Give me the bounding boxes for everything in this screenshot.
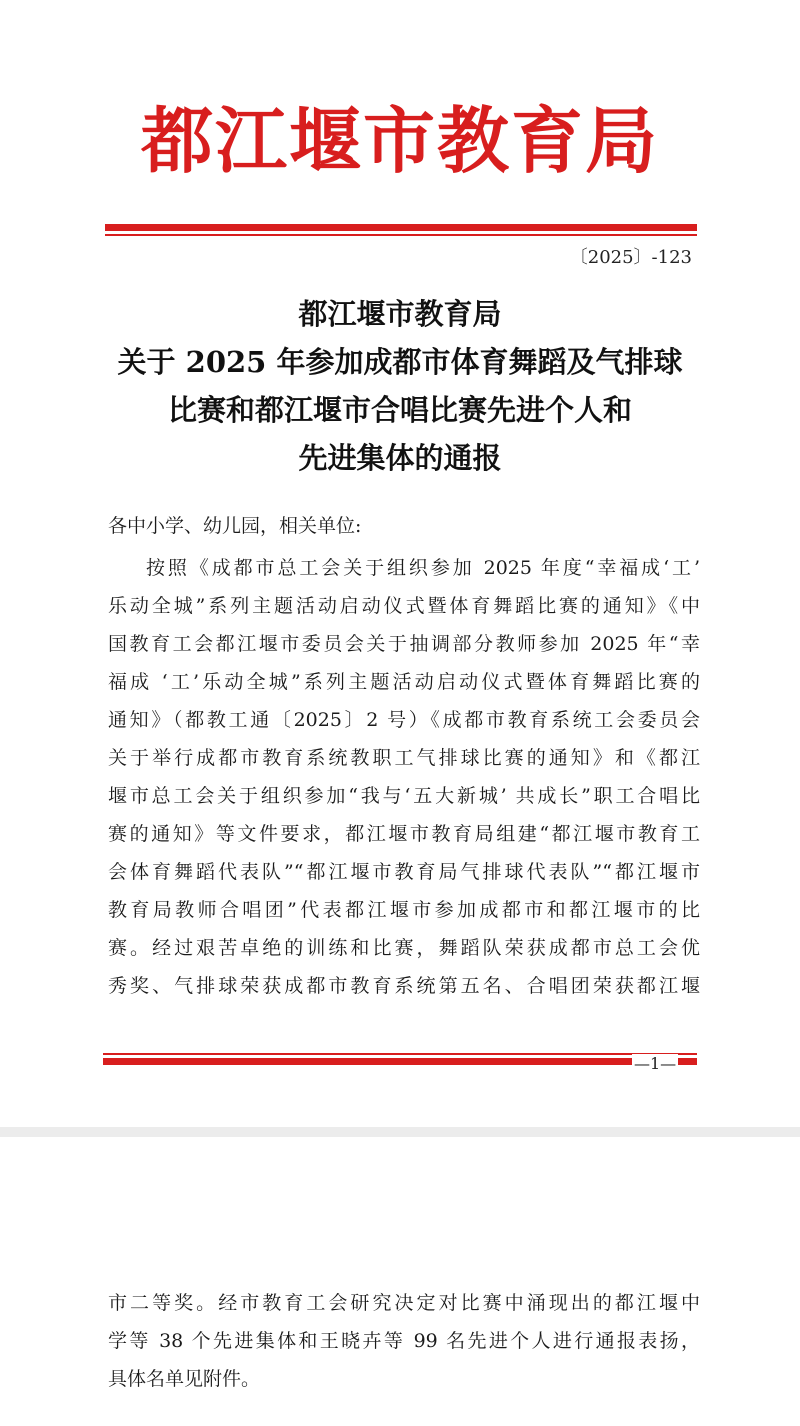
body-paragraph: [108, 549, 700, 1005]
body-line: 赛。经过艰苦卓绝的训练和比赛，舞蹈队荣获成都市总工会优: [108, 937, 700, 959]
title-line: 比赛和都江堰市合唱比赛先进个人和: [167, 393, 632, 427]
continuation-paragraph: [108, 1284, 700, 1398]
body-line: 按照《成都市总工会关于组织参加 2025 年度“幸福成‘工’: [146, 557, 700, 579]
body-line: 堰市总工会关于组织参加“我与‘五大新城’ 共成长”职工合唱比: [108, 785, 700, 807]
body-line: 教育局教师合唱团”代表都江堰市参加成都市和都江堰市的比: [108, 899, 700, 921]
page-number: —1—: [634, 1054, 677, 1073]
title-line: 都江堰市教育局: [298, 297, 502, 331]
title-line: 先进集体的通报: [298, 441, 502, 475]
body-line: 乐动全城”系列主题活动启动仪式暨体育舞蹈比赛的通知》《中: [108, 595, 700, 617]
title-line: 关于 2025 年参加成都市体育舞蹈及气排球: [117, 345, 683, 379]
body-line: 福成 ‘工’乐动全城”系列主题活动启动仪式暨体育舞蹈比赛的: [108, 671, 700, 693]
body-line: 具体名单见附件。: [108, 1368, 261, 1390]
red-rule-bottom: [103, 1058, 697, 1065]
body-line: 关于举行成都市教育系统教职工气排球比赛的通知》和《都江: [108, 747, 700, 769]
body-line: 学等 38 个先进集体和王晓卉等 99 名先进个人进行通报表扬，: [108, 1330, 700, 1352]
body-line: 秀奖、气排球荣获成都市教育系统第五名、合唱团荣获都江堰: [108, 975, 700, 997]
body-line: 市二等奖。经市教育工会研究决定对比赛中涌现出的都江堰中: [108, 1292, 700, 1314]
org-header: 都江堰市教育局: [140, 99, 659, 183]
body-line: 会体育舞蹈代表队”“都江堰市教育局气排球代表队”“都江堰市: [108, 861, 700, 883]
page-separator: [0, 1127, 800, 1137]
body-line: 国教育工会都江堰市委员会关于抽调部分教师参加 2025 年“幸: [108, 633, 700, 655]
body-line: 通知》（都教工通〔2025〕2 号）《成都市教育系统工会委员会: [108, 709, 700, 731]
body-line: 赛的通知》等文件要求，都江堰市教育局组建“都江堰市教育工: [108, 823, 700, 845]
document-title: [100, 290, 700, 482]
document-number: 〔2025〕-123: [569, 247, 692, 268]
addressee: 各中小学、幼儿园，相关单位:: [108, 515, 362, 537]
red-rule-top: [105, 224, 697, 231]
red-rule-top-thin: [105, 234, 697, 236]
red-rule-bottom-thin: [103, 1053, 697, 1055]
